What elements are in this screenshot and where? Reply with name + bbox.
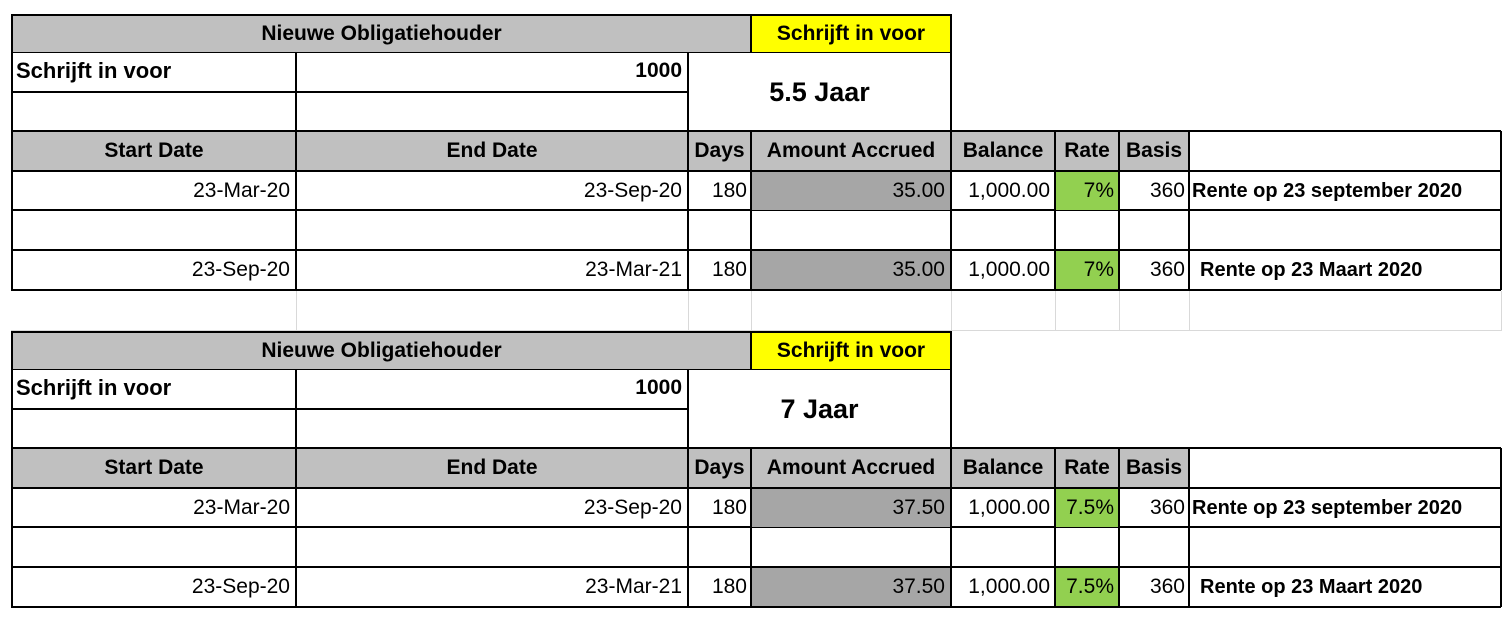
cell-rate[interactable]: 7.5%: [1056, 568, 1118, 606]
cell-basis[interactable]: 360: [1149, 258, 1185, 281]
cell-amount-accrued[interactable]: 37.50: [752, 489, 950, 527]
subscribe-badge: Schrijft in voor: [752, 333, 950, 369]
cell-rate[interactable]: 7%: [1056, 172, 1118, 210]
cell-end-date[interactable]: 23-Sep-20: [583, 179, 682, 202]
cell-balance[interactable]: 1,000.00: [968, 258, 1050, 281]
header-amount-accrued: Amount Accrued: [752, 449, 950, 487]
cell-start-date[interactable]: 23-Mar-20: [193, 179, 290, 202]
header-start-date: Start Date: [13, 449, 295, 487]
cell-note[interactable]: Rente op 23 september 2020: [1192, 180, 1463, 202]
cell-days[interactable]: 180: [711, 179, 747, 202]
block-title: Nieuwe Obligatiehouder: [13, 16, 750, 52]
cell-days[interactable]: 180: [711, 496, 747, 519]
cell-amount-accrued[interactable]: 35.00: [752, 172, 950, 210]
cell-note[interactable]: Rente op 23 Maart 2020: [1200, 259, 1423, 281]
header-basis: Basis: [1120, 132, 1188, 170]
gridline: [951, 291, 952, 331]
cell-rate[interactable]: 7%: [1056, 251, 1118, 289]
cell-basis[interactable]: 360: [1149, 179, 1185, 202]
spreadsheet: [11, 14, 1502, 608]
cell-start-date[interactable]: 23-Sep-20: [191, 575, 290, 598]
gridline: [1189, 291, 1190, 331]
subscribe-amount[interactable]: 1000: [635, 59, 682, 82]
term-value[interactable]: 5.5 Jaar: [769, 77, 870, 107]
header-start-date: Start Date: [13, 132, 295, 170]
cell-note[interactable]: Rente op 23 Maart 2020: [1200, 576, 1423, 598]
cell-rate[interactable]: 7.5%: [1056, 489, 1118, 527]
gridline: [296, 291, 297, 331]
cell-balance[interactable]: 1,000.00: [968, 575, 1050, 598]
header-balance: Balance: [952, 449, 1054, 487]
cell-days[interactable]: 180: [711, 575, 747, 598]
cell-basis[interactable]: 360: [1149, 575, 1185, 598]
header-amount-accrued: Amount Accrued: [752, 132, 950, 170]
cell-amount-accrued[interactable]: 35.00: [752, 251, 950, 289]
cell-note[interactable]: Rente op 23 september 2020: [1192, 497, 1463, 519]
subscribe-label[interactable]: Schrijft in voor: [16, 58, 172, 83]
header-rate: Rate: [1056, 132, 1118, 170]
gridline: [1119, 291, 1120, 331]
bond-block-2: [11, 331, 1502, 608]
subscribe-label[interactable]: Schrijft in voor: [16, 375, 172, 400]
empty-row: [11, 291, 1502, 331]
gridline: [1055, 291, 1056, 331]
cell-start-date[interactable]: 23-Mar-20: [193, 496, 290, 519]
header-rate: Rate: [1056, 449, 1118, 487]
gridline: [1501, 291, 1502, 331]
header-end-date: End Date: [297, 132, 687, 170]
header-basis: Basis: [1120, 449, 1188, 487]
cell-balance[interactable]: 1,000.00: [968, 179, 1050, 202]
gridline: [751, 291, 752, 331]
cell-end-date[interactable]: 23-Mar-21: [585, 258, 682, 281]
header-days: Days: [689, 132, 750, 170]
cell-end-date[interactable]: 23-Mar-21: [585, 575, 682, 598]
cell-basis[interactable]: 360: [1149, 496, 1185, 519]
subscribe-badge: Schrijft in voor: [752, 16, 950, 52]
header-end-date: End Date: [297, 449, 687, 487]
term-value[interactable]: 7 Jaar: [780, 394, 859, 424]
bond-block-1: [11, 14, 1502, 291]
header-balance: Balance: [952, 132, 1054, 170]
cell-balance[interactable]: 1,000.00: [968, 496, 1050, 519]
cell-amount-accrued[interactable]: 37.50: [752, 568, 950, 606]
gridline: [688, 291, 689, 331]
header-days: Days: [689, 449, 750, 487]
cell-start-date[interactable]: 23-Sep-20: [191, 258, 290, 281]
block-title: Nieuwe Obligatiehouder: [13, 333, 750, 369]
cell-days[interactable]: 180: [711, 258, 747, 281]
cell-end-date[interactable]: 23-Sep-20: [583, 496, 682, 519]
subscribe-amount[interactable]: 1000: [635, 376, 682, 399]
